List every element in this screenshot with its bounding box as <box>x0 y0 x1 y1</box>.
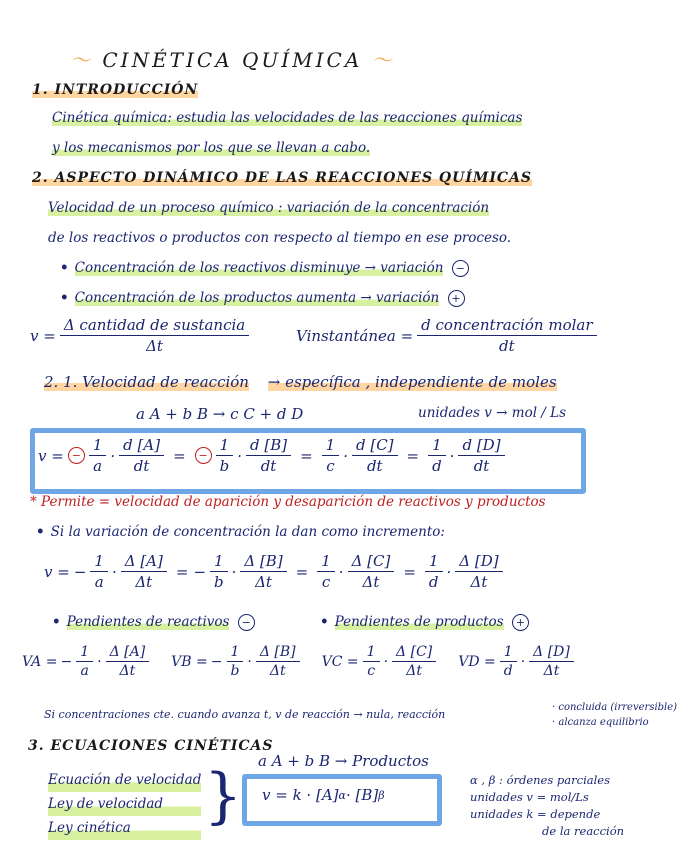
constant-concentration-note: Si concentraciones cte. cuando avanza t, v de reacción → nula, reacción <box>44 708 446 721</box>
bullet-pendientes-productos: • Pendientes de productos + <box>320 614 529 631</box>
bullet-pendientes-reactivos: • Pendientes de reactivos − <box>52 614 255 631</box>
subsection-2-1-heading: 2. 1. Velocidad de reacción → específica , independiente de moles <box>44 373 557 391</box>
rate-law-notes: α , β : órdenes parciales unidades v = mol/Ls unidades k = depende de la reacción <box>470 773 625 838</box>
equation-names: Ecuación de velocidad Ley de velocidad Ley cinética <box>48 768 201 840</box>
bullet-incremento: • Si la variación de concentración la dan como incremento: <box>36 524 445 540</box>
bullet-productos: • Concentración de los productos aumenta → variación + <box>60 290 465 307</box>
individual-rates: VA = − $\frac{1}{a}$ · $\frac{\Delta [A]}{\Delta t}$ VB = − $\frac{1}{b}$ · $\frac{\Delta [B]}{\Delta t}$ VC = $\frac{1}{c}$ · $\frac{\Delta [C]}{\Delta t}$ VD = $\frac{1}{d}$ · $\frac{\Delta [D]}{\Delta t}$ <box>22 644 578 679</box>
right-brace-icon: } <box>204 761 243 831</box>
minus-circle-icon: − <box>195 447 212 464</box>
definition-line-2: de los reactivos o productos con respecto al tiempo en ese proceso. <box>48 230 512 246</box>
tilde-decoration-icon: 〜 <box>371 48 395 72</box>
rate-equation-increment: v = − $\frac{1}{a}$ · $\frac{\Delta [A]}{\Delta t}$ = − $\frac{1}{b}$ · $\frac{\Delta [B]}{\Delta t}$ = $\frac{1}{c}$ · $\frac{\Delta [C]}{\Delta t}$ = $\frac{1}{d}$ · $\frac{\Delta [D]}{\Delta t}$ <box>44 552 507 591</box>
instant-fraction: $\frac{\text{d concentración molar}}{dt}$ <box>417 316 596 355</box>
intro-line-2: y los mecanismos por los que se llevan a cabo. <box>52 140 371 156</box>
minus-circle-icon: − <box>238 614 255 631</box>
instant-velocity: Vinstantánea = $\frac{\text{d concentración molar}}{dt}$ <box>296 316 601 355</box>
section-3-heading: 3. ECUACIONES CINÉTICAS <box>28 738 274 754</box>
note-permite: * Permite = velocidad de aparición y desaparición de reactivos y productos <box>30 494 546 510</box>
plus-circle-icon: + <box>448 290 465 307</box>
minus-circle-icon: − <box>68 447 85 464</box>
plus-circle-icon: + <box>512 614 529 631</box>
minus-circle-icon: − <box>452 260 469 277</box>
intro-line-1: Cinética química: estudia las velocidades de las reacciones químicas <box>52 110 523 126</box>
section-1-heading: 1. INTRODUCCIÓN <box>32 82 199 98</box>
kinetics-reaction: a A + b B → Productos <box>258 752 429 770</box>
brace-options: · concluida (irreversible) · alcanza equilibrio <box>552 702 677 728</box>
velocity-fraction: $\frac{\text{Δ cantidad de sustancia}}{\Delta t}$ <box>60 316 249 355</box>
section-2-heading: 2. ASPECTO DINÁMICO DE LAS REACCIONES QUÍMICAS <box>32 170 533 186</box>
tilde-decoration-icon: 〜 <box>70 48 93 72</box>
bullet-reactivos: • Concentración de los reactivos disminuye → variación − <box>60 260 469 277</box>
rate-units: unidades v → mol / Ls <box>418 405 567 421</box>
rate-law: v = k · [A] α · [B] β <box>262 786 385 804</box>
page-title: 〜 CINÉTICA QUÍMICA 〜 <box>70 48 395 72</box>
definition-line-1: Velocidad de un proceso químico : variación de la concentración <box>48 200 490 216</box>
rate-equation: v = − $\frac{1}{a}$ · $\frac{d [A]}{dt}$ = − $\frac{1}{b}$ · $\frac{d [B]}{dt}$ = $\frac{1}{c}$ · $\frac{d [C]}{dt}$ = $\frac{1}{d}$ · $\frac{d [D]}{dt}$ <box>38 436 509 475</box>
velocity-definition: v = $\frac{\text{Δ cantidad de sustancia}}{\Delta t}$ <box>30 316 253 355</box>
general-reaction: a A + b B → c C + d D <box>136 405 304 423</box>
